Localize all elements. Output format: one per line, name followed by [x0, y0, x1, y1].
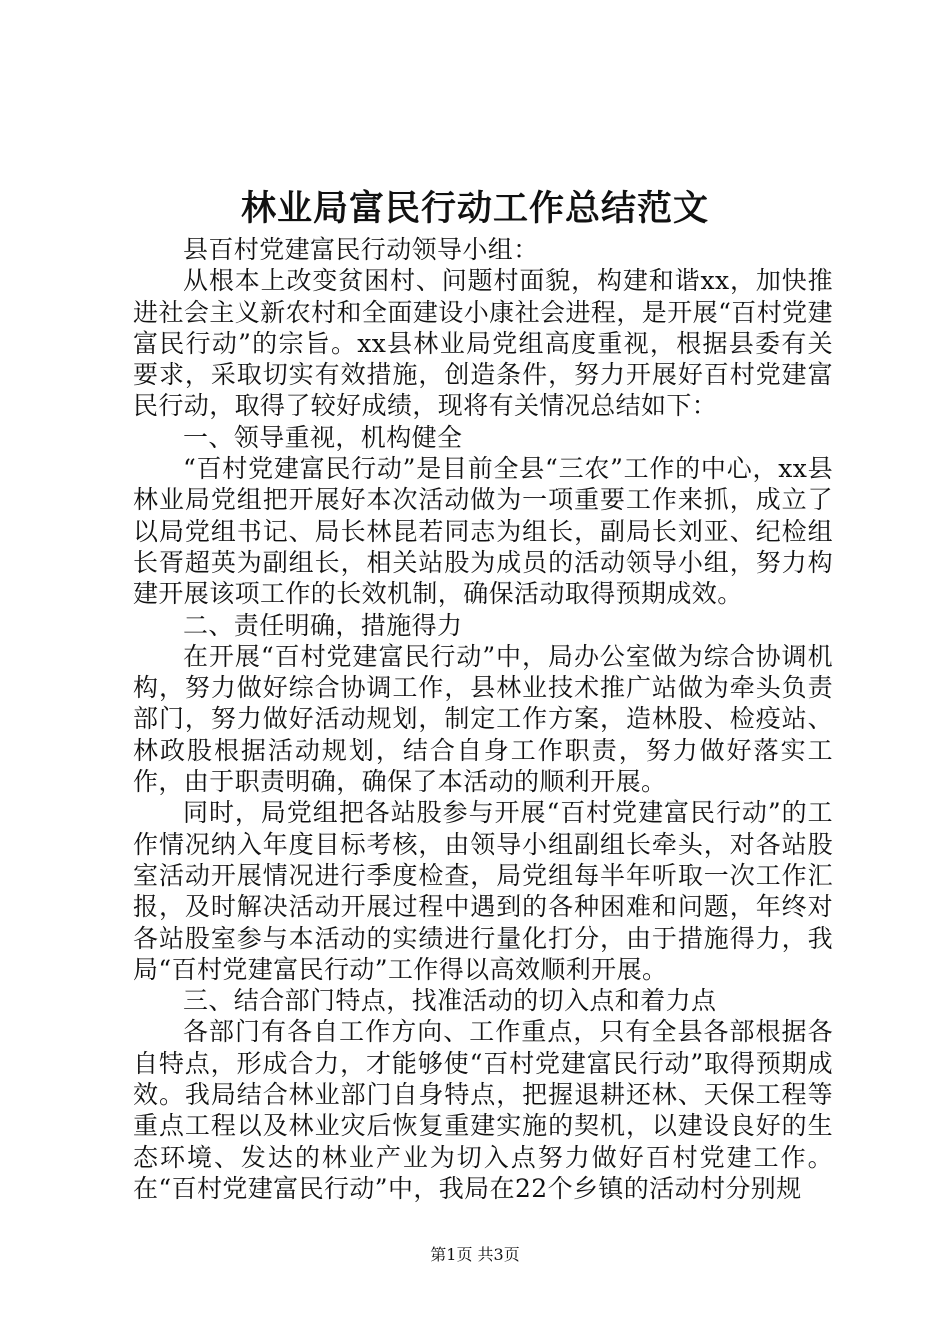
section-2-paragraph-1: 在开展“百村党建富民行动”中，局办公室做为综合协调机构，努力做好综合协调工作，县林业技术推广站做为牵头负责部门，努力做好活动规划，制定工作方案，造林股、检疫站、林政股根据活动规划，结合自身工作职责，努力做好落实工作，由于职责明确，确保了本活动的顺利开展。 — [133, 641, 833, 797]
document-title: 林业局富民行动工作总结范文 — [240, 188, 709, 229]
salutation: 县百村党建富民行动领导小组： — [183, 235, 539, 264]
page-footer: 第1页 共3页 — [430, 1245, 520, 1264]
document-body — [133, 234, 833, 1204]
section-1-paragraph: “百村党建富民行动”是目前全县“三农”工作的中心，xx县林业局党组把开展好本次活动做为一项重要工作来抓，成立了以局党组书记、局长林昆若同志为组长，副局长刘亚、纪检组长胥超英为副组长，相关站股为成员的活动领导小组，努力构建开展该项工作的长效机制，确保活动取得预期成效。 — [133, 454, 833, 609]
section-2-paragraph-2: 同时，局党组把各站股参与开展“百村党建富民行动”的工作情况纳入年度目标考核，由领导小组副组长牵头，对各站股室活动开展情况进行季度检查，局党组每半年听取一次工作汇报，及时解决活动开展过程中遇到的各种困难和问题，年终对各站股室参与本活动的实绩进行量化打分，由于措施得力，我局“百村党建富民行动”工作得以高效顺利开展。 — [133, 798, 833, 984]
section-heading-1: 一、领导重视，机构健全 — [183, 422, 463, 452]
section-3-paragraph: 各部门有各自工作方向、工作重点，只有全县各部根据各自特点，形成合力，才能够使“百村党建富民行动”取得预期成效。我局结合林业部门自身特点，把握退耕还林、天保工程等重点工程以及林业灾后恢复重建实施的契机，以建设良好的生态环境、发达的林业产业为切入点努力做好百村党建工作。在“百村党建富民行动”中，我局在22个乡镇的活动村分别规 — [133, 1017, 833, 1203]
section-heading-2: 二、责任明确，措施得力 — [183, 610, 463, 640]
intro-paragraph: 从根本上改变贫困村、问题村面貌，构建和谐xx，加快推进社会主义新农村和全面建设小康社会进程，是开展“百村党建富民行动”的宗旨。xx县林业局党组高度重视，根据县委有关要求，采取切实有效措施，创造条件，努力开展好百村党建富民行动，取得了较好成绩，现将有关情况总结如下： — [133, 266, 833, 421]
section-heading-3: 三、结合部门特点，找准活动的切入点和着力点 — [183, 986, 717, 1016]
